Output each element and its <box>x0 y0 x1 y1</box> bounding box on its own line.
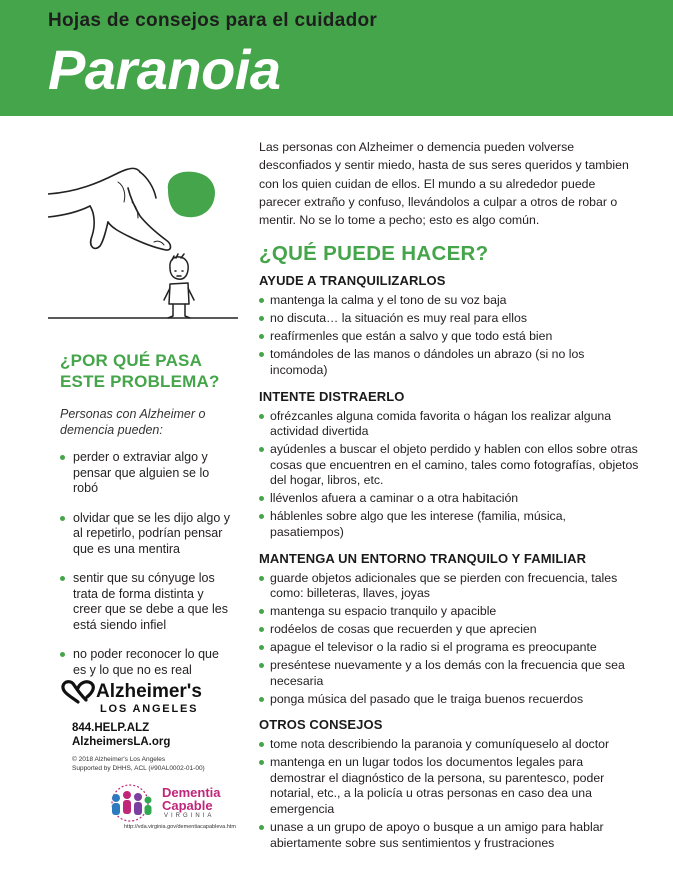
pointing-finger-illustration <box>48 132 238 327</box>
section-title-other-tips: OTROS CONSEJOS <box>259 717 383 733</box>
list-item: mantenga la calma y el tono de su voz baja <box>259 293 639 309</box>
header-banner <box>0 0 673 116</box>
page-title: Paranoia <box>48 38 281 101</box>
why-heading <box>60 350 235 392</box>
section-title-environment: MANTENGA UN ENTORNO TRANQUILO Y FAMILIAR <box>259 550 587 566</box>
section-title-reassure: AYUDE A TRANQUILIZARLOS <box>259 273 446 289</box>
dementia-capable-people-icon <box>100 783 160 823</box>
small-person-icon <box>164 254 194 318</box>
list-item: guarde objetos adicionales que se pierden con frecuencia, tales como: billeteras, llaves, joyas <box>259 571 639 602</box>
list-item: olvidar que se les dijo algo y al repetirlo, podrían pensar que es una mentira <box>60 511 235 558</box>
what-heading: ¿QUÉ PUEDE HACER? <box>259 242 489 266</box>
list-item: llévenlos afuera a caminar o a otra habitación <box>259 491 639 507</box>
list-item: tomándoles de las manos o dándoles un abrazo (si no los incomoda) <box>259 347 639 378</box>
list-item: sentir que su cónyuge los trata de forma distinta y creer que se debe a que les está siendo infiel <box>60 571 235 633</box>
alzheimers-la-logo <box>60 680 240 773</box>
brand-subtitle: LOS ANGELES <box>100 703 199 715</box>
dc-url-link[interactable]: http://vda.virginia.gov/dementiacapableva.htm <box>124 824 236 830</box>
section-list-reassure <box>259 293 639 378</box>
website-link[interactable]: AlzheimersLA.org <box>72 736 171 748</box>
list-item: no poder reconocer lo que es y lo que no es real <box>60 647 235 678</box>
phone-number: 844.HELP.ALZ <box>72 722 150 734</box>
list-item: mantenga en un lugar todos los documentos legales para demostrar el diagnóstico de la persona, su parentesco, poder notarial, etc., a la policía u otras personas en caso dea una emergencia <box>259 755 639 817</box>
why-heading-line1: ¿POR QUÉ PASA <box>60 351 203 370</box>
why-heading-line2: ESTE PROBLEMA? <box>60 372 220 391</box>
dc-state: VIRGINIA <box>164 813 215 819</box>
section-list-other-tips <box>259 737 639 851</box>
header-kicker: Hojas de consejos para el cuidador <box>48 10 378 31</box>
list-item: unase a un grupo de apoyo o busque a un amigo para hablar abiertamente sobre sus sentimientos y frustraciones <box>259 820 639 851</box>
copyright-text: © 2018 Alzheimer's Los Angeles <box>72 756 166 763</box>
dc-name-line2: Capable <box>162 798 213 813</box>
list-item: háblenles sobre algo que les interese (familia, música, pasatiempos) <box>259 509 639 540</box>
list-item: perder o extraviar algo y pensar que alguien se lo robó <box>60 450 235 497</box>
why-intro: Personas con Alzheimer o demencia pueden: <box>60 407 206 437</box>
section-list-environment <box>259 571 639 708</box>
list-item: ofrézcanles alguna comida favorita o hágan los realizar alguna actividad divertida <box>259 409 639 440</box>
why-section <box>60 350 235 692</box>
list-item: ponga música del pasado que le traiga buenos recuerdos <box>259 692 639 708</box>
support-text: Supported by DHHS, ACL (#90AL0002-01-00) <box>72 765 205 772</box>
ribbon-heart-icon <box>60 680 96 704</box>
dementia-capable-logo <box>100 783 270 833</box>
section-title-distract: INTENTE DISTRAERLO <box>259 388 405 404</box>
brand-name: Alzheimer's <box>96 681 202 702</box>
green-speech-blob <box>168 172 215 218</box>
list-item: no discuta… la situación es muy real para ellos <box>259 311 639 327</box>
list-item: preséntese nuevamente y a los demás con la frecuencia que sea necesaria <box>259 658 639 689</box>
intro-paragraph: Las personas con Alzheimer o demencia pueden volverse desconfiados y sentir miedo, hasta de sus seres queridos y tambien con los quien cuidan de ellos. El mundo a su alrededor puede parecer extraño y confuso, llevándolos a culpar a otros de robar o mentir. No se lo tome a pecho; esto es algo común. <box>259 140 629 228</box>
dc-name-line1: Dementia <box>162 785 221 800</box>
list-item: tome nota describiendo la paranoia y comuníqueselo al doctor <box>259 737 639 753</box>
list-item: reafírmenles que están a salvo y que todo está bien <box>259 329 639 345</box>
list-item: ayúdenles a buscar el objeto perdido y hablen con ellos sobre otras cosas que encuentren en el camino, tales como fotografías, objetos del hogar, libros, etc. <box>259 442 639 489</box>
list-item: rodéelos de cosas que recuerden y que aprecien <box>259 622 639 638</box>
main-content <box>259 138 639 861</box>
list-item: mantenga su espacio tranquilo y apacible <box>259 604 639 620</box>
why-list <box>60 450 235 678</box>
section-list-distract <box>259 409 639 541</box>
list-item: apague el televisor o la radio si el programa es preocupante <box>259 640 639 656</box>
